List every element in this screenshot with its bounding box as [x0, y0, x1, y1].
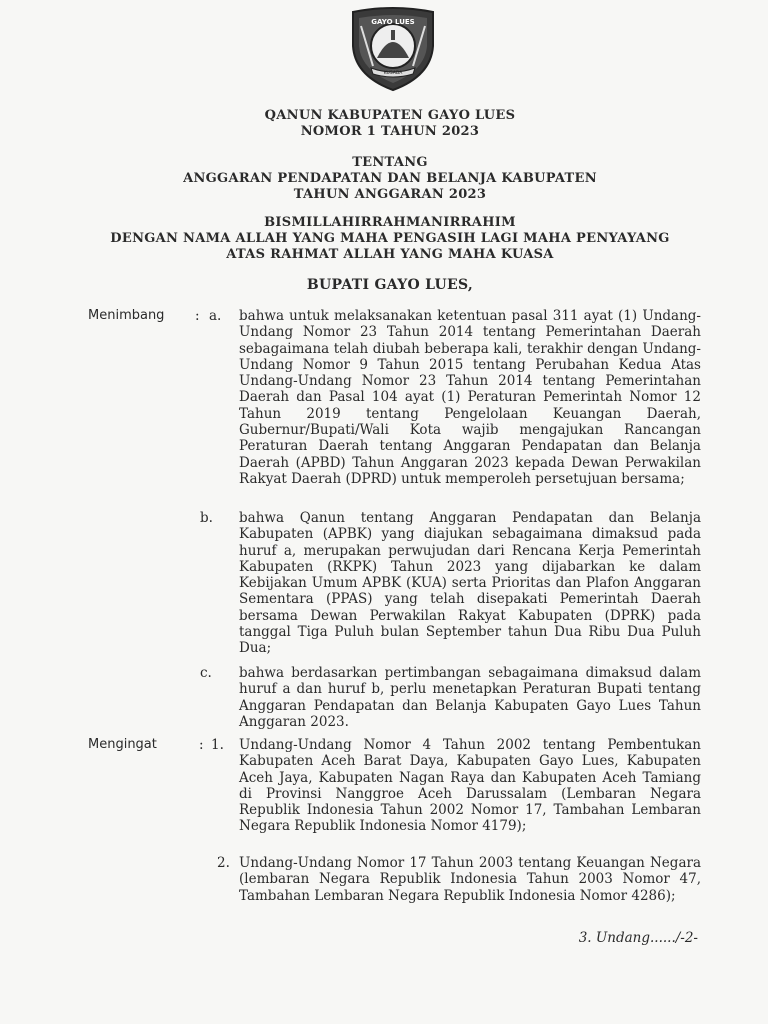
mengingat-colon: :	[199, 737, 204, 753]
menimbang-marker-c: c.	[200, 665, 212, 681]
subject-line-2: TAHUN ANGGARAN 2023	[293, 187, 487, 202]
invocation	[80, 215, 700, 263]
mengingat-item-1	[239, 737, 701, 835]
title-line-1: QANUN KABUPATEN GAYO LUES	[264, 108, 516, 123]
menimbang-item-c	[239, 665, 701, 730]
mengingat-text-1: Undang-Undang Nomor 4 Tahun 2002 tentang Pembentukan Kabupaten Aceh Barat Daya, Kabupaten Gayo Lues, Kabupaten Aceh Jaya, Kabupaten Nagan Raya dan Kabupaten Aceh Tamiang di Provinsi Nanggroe Aceh Darussalam (Lembaran Negara Republik Indonesia Tahun 2002 Nomor 17, Tambahan Lembaran Negara Republik Indonesia Nomor 4179);	[239, 737, 701, 835]
subject-title	[80, 155, 700, 203]
invocation-line-2: ATAS RAHMAT ALLAH YANG MAHA KUASA	[226, 247, 554, 262]
mengingat-marker-2: 2.	[217, 855, 230, 871]
tentang-heading: TENTANG	[352, 155, 428, 170]
menimbang-text-c: bahwa berdasarkan pertimbangan sebagaimana dimaksud dalam huruf a dan huruf b, perlu menetapkan Peraturan Bupati tentang Anggaran Pendapatan dan Belanja Kabupaten Gayo Lues Tahun Anggaran 2023.	[239, 665, 701, 730]
invocation-line-1: DENGAN NAMA ALLAH YANG MAHA PENGASIH LAGI MAHA PENYAYANG	[110, 231, 670, 246]
mengingat-label: Mengingat	[88, 737, 157, 752]
menimbang-item-a	[239, 308, 701, 487]
menimbang-marker-a: a.	[209, 308, 222, 324]
mengingat-marker-1: 1.	[211, 737, 224, 753]
menimbang-text-b: bahwa Qanun tentang Anggaran Pendapatan dan Belanja Kabupaten (APBK) yang diajukan sebagaimana dimaksud pada huruf a, merupakan perwujudan dari Rencana Kerja Pemerintah Kabupaten (RKPK) Tahun 2023 yang dijabarkan ke dalam Kebijakan Umum APBK (KUA) serta Prioritas dan Plafon Anggaran Sementara (PPAS) yang telah disepakati Pemerintah Daerah bersama Dewan Perwakilan Rakyat Kabupaten (DPRK) pada tanggal Tiga Puluh bulan September tahun Dua Ribu Dua Puluh Dua;	[239, 510, 701, 657]
gayo-lues-emblem-icon	[347, 6, 439, 92]
menimbang-marker-b: b.	[200, 510, 213, 526]
menimbang-text-a: bahwa untuk melaksanakan ketentuan pasal 311 ayat (1) Undang-Undang Nomor 23 Tahun 2014 tentang Pemerintahan Daerah sebagaimana telah diubah beberapa kali, terakhir dengan Undang-Undang Nomor 9 Tahun 2015 tentang Perubahan Kedua Atas Undang-Undang Nomor 23 Tahun 2014 tentang Pemerintahan Daerah dan Pasal 104 ayat (1) Peraturan Pemerintah Nomor 12 Tahun 2019 tentang Pengelolaan Keuangan Daerah, Gubernur/Bupati/Wali Kota wajib mengajukan Rancangan Peraturan Daerah tentang Anggaran Pendapatan dan Belanja Daerah (APBD) Tahun Anggaran 2023 kepada Dewan Perwakilan Rakyat Daerah (DPRD) untuk memperoleh persetujuan bersama;	[239, 308, 701, 487]
bupati-heading: BUPATI GAYO LUES,	[306, 277, 474, 293]
title-line-2: NOMOR 1 TAHUN 2023	[300, 124, 480, 139]
next-page-reference: 3. Undang....../-2-	[578, 930, 698, 946]
emblem-bottom-text: KUSADA	[383, 71, 403, 76]
mengingat-text-2: Undang-Undang Nomor 17 Tahun 2003 tentang Keuangan Negara (lembaran Negara Republik Indonesia Tahun 2003 Nomor 47, Tambahan Lembaran Negara Republik Indonesia Nomor 4286);	[239, 855, 701, 904]
menimbang-item-b	[239, 510, 701, 657]
menimbang-label: Menimbang	[88, 308, 165, 323]
qanun-title	[80, 108, 700, 140]
menimbang-colon: :	[195, 308, 200, 324]
basmalah: BISMILLAHIRRAHMANIRRAHIM	[264, 215, 516, 230]
emblem-top-text: GAYO LUES	[371, 18, 415, 26]
subject-line-1: ANGGARAN PENDAPATAN DAN BELANJA KABUPATEN	[183, 171, 597, 186]
mengingat-item-2	[239, 855, 701, 904]
